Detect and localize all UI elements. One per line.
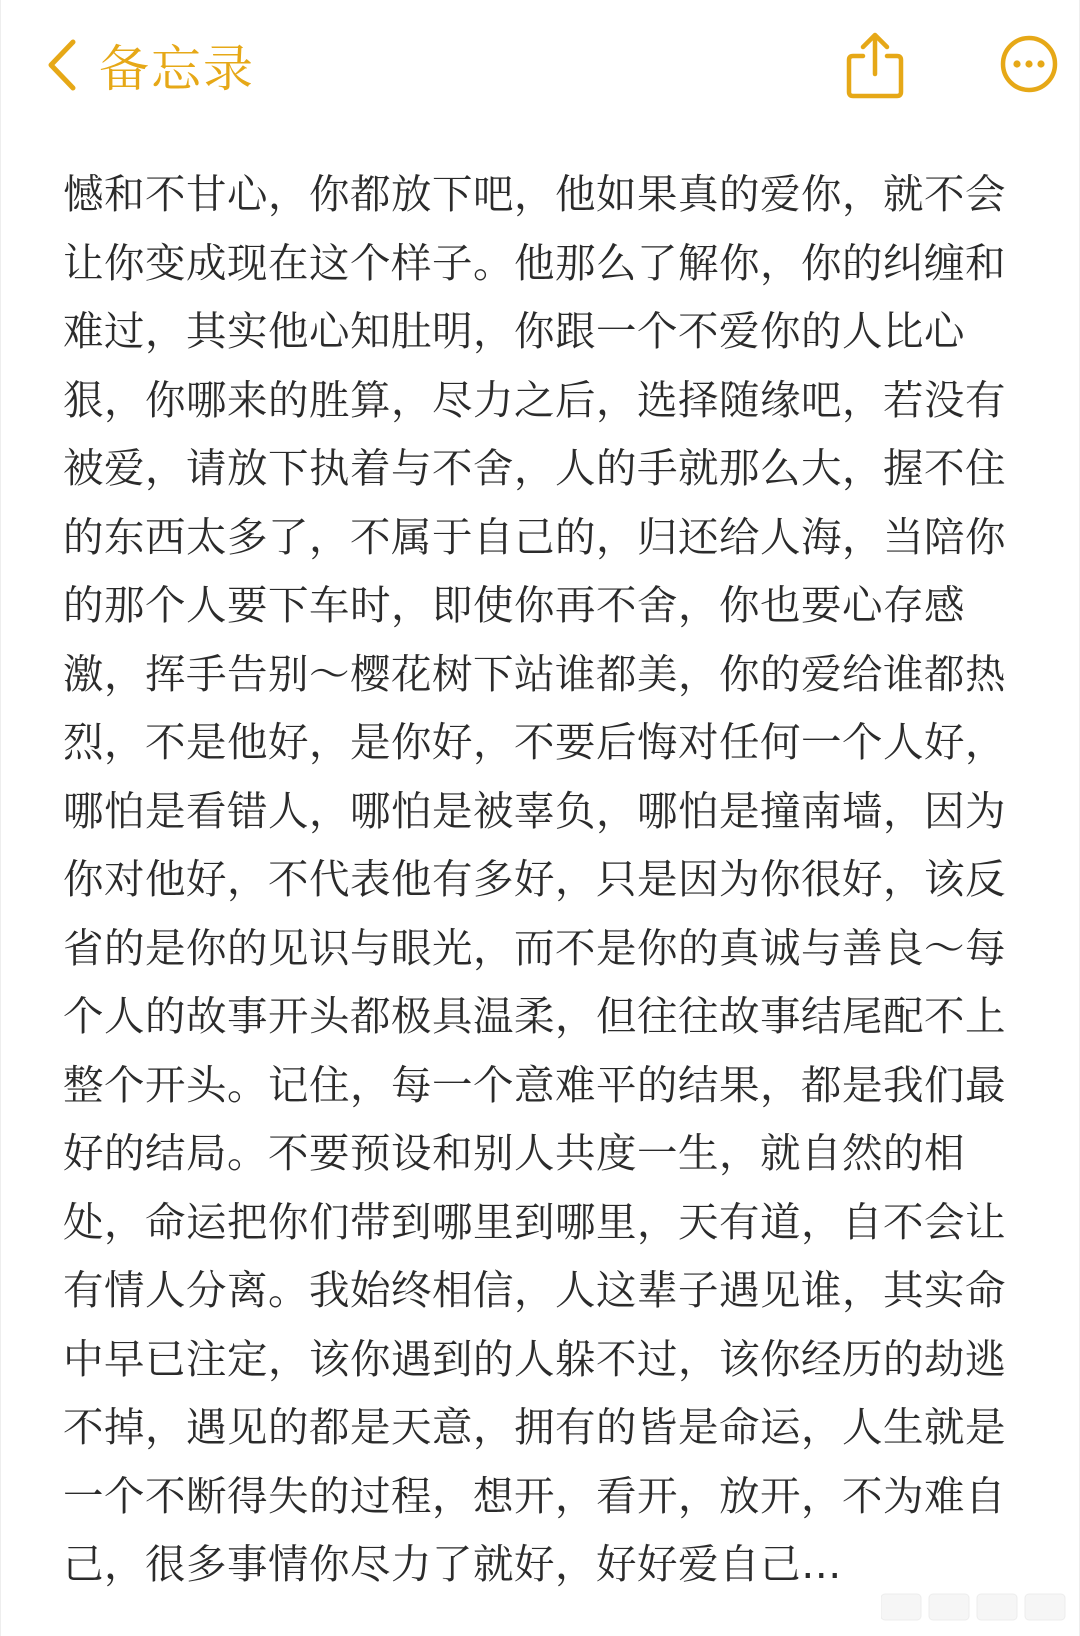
note-line: 不掉，遇见的都是天意，拥有的皆是命运，人生就是 <box>63 1403 1006 1451</box>
share-icon <box>843 85 907 104</box>
note-line: 省的是你的见识与眼光，而不是你的真诚与善良～每 <box>63 923 1006 972</box>
note-line: 个人的故事开头都极具温柔，但往往故事结尾配不上 <box>63 992 1006 1040</box>
note-line: 哪怕是看错人，哪怕是被辜负，哪怕是撞南墙，因为 <box>63 786 1006 835</box>
note-line: 的那个人要下车时，即使你再不舍，你也要心存感 <box>63 581 965 629</box>
note-line: 好的结局。不要预设和别人共度一生，就自然的相 <box>63 1129 965 1177</box>
note-line: 狠，你哪来的胜算，尽力之后，选择随缘吧，若没有 <box>63 375 1006 424</box>
note-line: 中早已注定，该你遇到的人躲不过，该你经历的劫逃 <box>63 1334 1006 1383</box>
back-button[interactable] <box>45 30 255 100</box>
note-line: 整个开头。记住，每一个意难平的结果，都是我们最 <box>63 1060 1006 1109</box>
note-line: 有情人分离。我始终相信，人这辈子遇见谁，其实命 <box>63 1266 1006 1314</box>
note-line: 让你变成现在这个样子。他那么了解你，你的纠缠和 <box>63 238 1006 287</box>
chevron-left-icon <box>45 38 77 92</box>
note-line: 憾和不甘心，你都放下吧，他如果真的爱你，就不会 <box>63 170 1006 218</box>
note-line: 激，挥手告别～樱花树下站谁都美，你的爱给谁都热 <box>63 649 1006 698</box>
note-line: 难过，其实他心知肚明，你跟一个不爱你的人比心 <box>63 307 965 355</box>
share-button[interactable] <box>843 30 907 100</box>
note-line: 你对他好，不代表他有多好，只是因为你很好，该反 <box>63 855 1006 903</box>
watermark-icon <box>881 1590 1066 1624</box>
note-body[interactable] <box>63 160 1053 1599</box>
navigation-bar <box>1 0 1080 130</box>
note-line: 烈，不是他好，是你好，不要后悔对任何一个人好， <box>63 718 1006 766</box>
note-line: 处，命运把你们带到哪里到哪里，天有道，自不会让 <box>63 1197 1006 1246</box>
note-line: 己，很多事情你尽力了就好，好好爱自己… <box>63 1540 842 1588</box>
back-label: 备忘录 <box>99 40 255 98</box>
note-line: 被爱，请放下执着与不舍，人的手就那么大，握不住 <box>63 444 1006 492</box>
note-line: 的东西太多了，不属于自己的，归还给人海，当陪你 <box>63 512 1006 561</box>
more-button[interactable] <box>999 34 1059 94</box>
note-line: 一个不断得失的过程，想开，看开，放开，不为难自 <box>63 1471 1006 1520</box>
more-icon <box>999 79 1059 98</box>
